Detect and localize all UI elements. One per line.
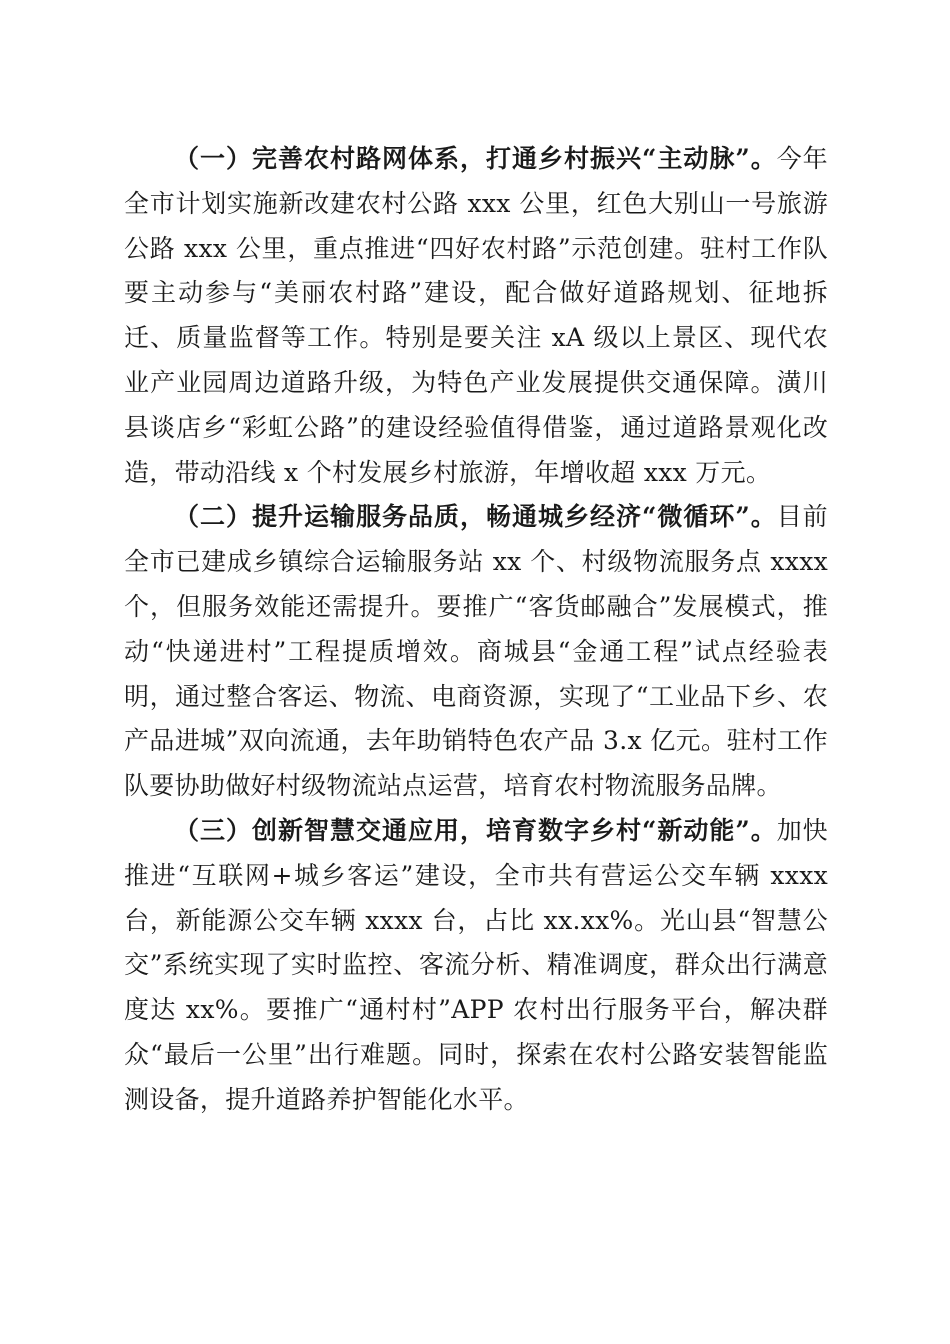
paragraph-heading: （三）创新智慧交通应用，培育数字乡村“新动能”。	[174, 815, 777, 845]
paragraph-transport-service	[124, 495, 828, 809]
paragraph-smart-transport	[124, 809, 828, 1123]
paragraph-rural-road-network	[124, 137, 828, 495]
paragraph-body: 加快推进“互联网+城乡客运”建设，全市共有营运公交车辆 xxxx 台，新能源公交车辆 xxxx 台，占比 xx.xx%。光山县“智慧公交”系统实现了实时监控、客流分析、精准调度，群众出行满意度达 xx%。要推广“通村村”APP 农村出行服务平台，解决群众“最后一公里”出行难题。同时，探索在农村公路安装智能监测设备，提升道路养护智能化水平。	[124, 815, 828, 1114]
paragraph-body: 今年全市计划实施新改建农村公路 xxx 公里，红色大别山一号旅游公路 xxx 公里，重点推进“四好农村路”示范创建。驻村工作队要主动参与“美丽农村路”建设，配合做好道路规划、征地拆迁、质量监督等工作。特别是要关注 xA 级以上景区、现代农业产业园周边道路升级，为特色产业发展提供交通保障。潢川县谈店乡“彩虹公路”的建设经验值得借鉴，通过道路景观化改造，带动沿线 x 个村发展乡村旅游，年增收超 xxx 万元。	[124, 144, 828, 487]
paragraph-body: 目前全市已建成乡镇综合运输服务站 xx 个、村级物流服务点 xxxx 个，但服务效能还需提升。要推广“客货邮融合”发展模式，推动“快递进村”工程提质增效。商城县“金通工程”试点经验表明，通过整合客运、物流、电商资源，实现了“工业品下乡、农产品进城”双向流通，去年助销特色农产品 3.x 亿元。驻村工作队要协助做好村级物流站点运营，培育农村物流服务品牌。	[124, 502, 828, 801]
paragraph-heading: （二）提升运输服务品质，畅通城乡经济“微循环”。	[174, 502, 777, 532]
document-page	[124, 137, 828, 1123]
paragraph-heading: （一）完善农村路网体系，打通乡村振兴“主动脉”。	[174, 144, 777, 173]
